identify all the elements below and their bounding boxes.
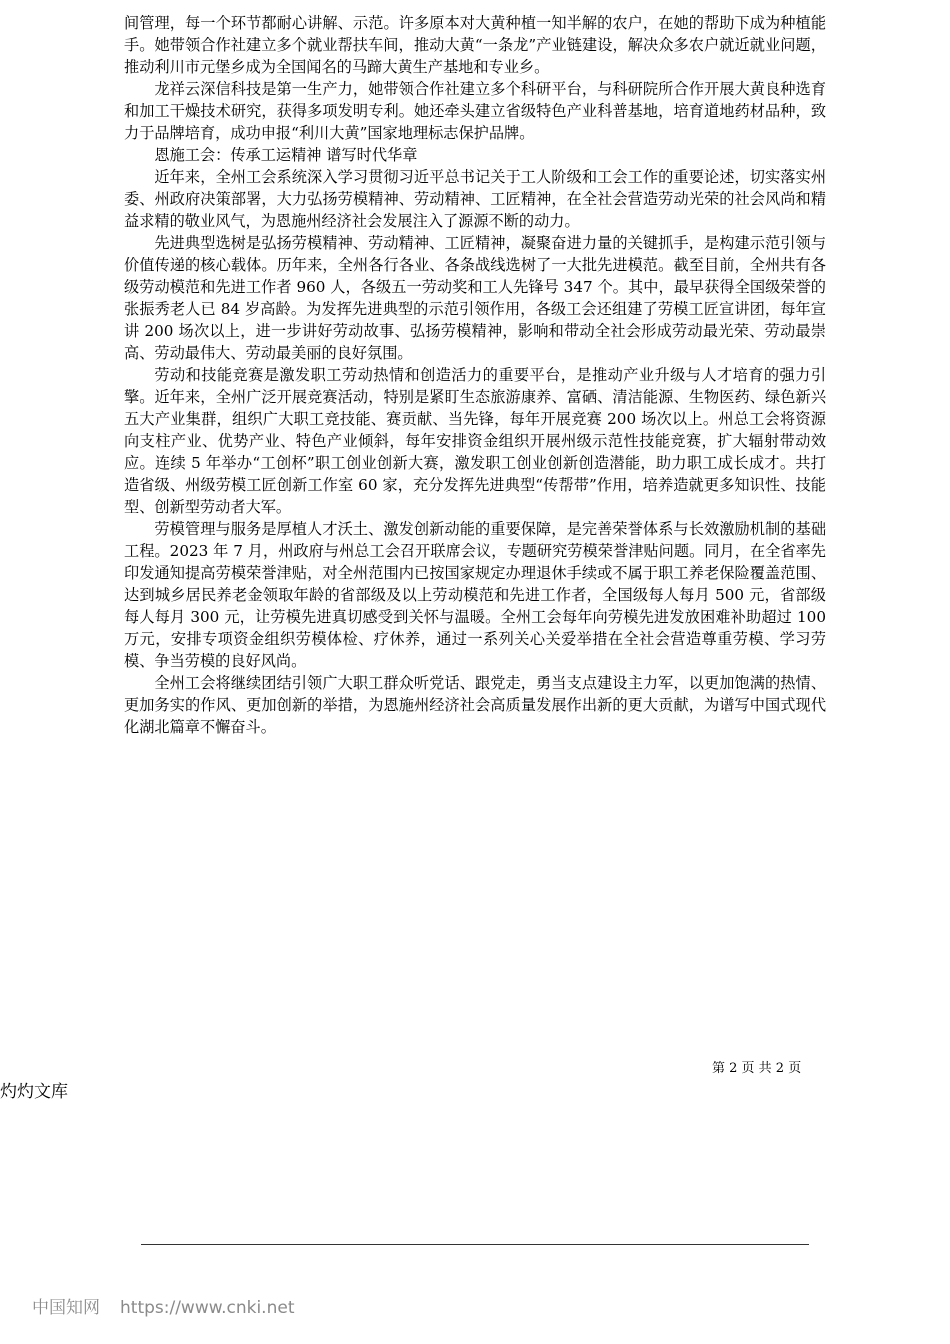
paragraph: 全州工会将继续团结引领广大职工群众听党话、跟党走，勇当支点建设主力军，以更加饱满的热情、更加务实的作风、更加创新的举措，为恩施州经济社会高质量发展作出新的更大贡献，为谱写中国式现代化湖北篇章不懈奋斗。 (124, 674, 826, 736)
section-heading: 恩施工会：传承工运精神 谱写时代华章 (154, 146, 418, 164)
cnki-url-link[interactable]: https://www.cnki.net (120, 1298, 295, 1318)
paragraph: 劳模管理与服务是厚植人才沃土、激发创新动能的重要保障，是完善荣誉体系与长效激励机制的基础工程。2023 年 7 月，州政府与州总工会召开联席会议，专题研究劳模荣誉津贴问题。同月，在全省率先印发通知提高劳模荣誉津贴，对全州范围内已按国家规定办理退休手续或不属于职工养老保险覆盖范围、达到城乡居民养老金领取年龄的省部级及以上劳动模范和先进工作者，全国级每人每月 500 元，省部级每人每月 300 元，让劳模先进真切感受到关怀与温暖。全州工会每年向劳模先进发放困难补助超过 100 万元，安排专项资金组织劳模体检、疗休养，通过一系列关心关爱举措在全社会营造尊重劳模、学习劳模、争当劳模的良好风尚。 (124, 520, 826, 670)
paragraph: 近年来，全州工会系统深入学习贯彻习近平总书记关于工人阶级和工会工作的重要论述，切实落实州委、州政府决策部署，大力弘扬劳模精神、劳动精神、工匠精神，在全社会营造劳动光荣的社会风尚和精益求精的敬业风气，为恩施州经济社会发展注入了源源不断的动力。 (124, 168, 826, 230)
page-number: 第 2 页 共 2 页 (712, 1061, 802, 1076)
cnki-brand-name: 中国知网 (32, 1298, 100, 1318)
footer-divider (141, 1244, 809, 1245)
library-watermark: 灼灼文库 (0, 1082, 68, 1102)
paragraph: 先进典型选树是弘扬劳模精神、劳动精神、工匠精神，凝聚奋进力量的关键抓手，是构建示范引领与价值传递的核心载体。历年来，全州各行各业、各条战线选树了一大批先进模范。截至目前，全州共有各级劳动模范和先进工作者 960 人，各级五一劳动奖和工人先锋号 347 个。其中，最早获得全国级荣誉的张振秀老人已 84 岁高龄。为发挥先进典型的示范引领作用，各级工会还组建了劳模工匠宣讲团，每年宣讲 200 场次以上，进一步讲好劳动故事、弘扬劳模精神，影响和带动全社会形成劳动最光荣、劳动最崇高、劳动最伟大、劳动最美丽的良好氛围。 (124, 234, 826, 362)
paragraph: 劳动和技能竞赛是激发职工劳动热情和创造活力的重要平台，是推动产业升级与人才培育的强力引擎。近年来，全州广泛开展竞赛活动，特别是紧盯生态旅游康养、富硒、清洁能源、生物医药、绿色新兴五大产业集群，组织广大职工竞技能、赛贡献、当先锋，每年开展竞赛 200 场次以上。州总工会将资源向支柱产业、优势产业、特色产业倾斜，每年安排资金组织开展州级示范性技能竞赛，扩大辐射带动效应。连续 5 年举办“工创杯”职工创业创新大赛，激发职工创业创新创造潜能，助力职工成长成才。共打造省级、州级劳模工匠创新工作室 60 家，充分发挥先进典型“传帮带”作用，培养造就更多知识性、技能型、创新型劳动者大军。 (124, 366, 826, 516)
paragraph: 间管理，每一个环节都耐心讲解、示范。许多原本对大黄种植一知半解的农户，在她的帮助下成为种植能手。她带领合作社建立多个就业帮扶车间，推动大黄“一条龙”产业链建设，解决众多农户就近就业问题，推动利川市元堡乡成为全国闻名的马蹄大黄生产基地和专业乡。 (124, 14, 826, 76)
paragraph: 龙祥云深信科技是第一生产力，她带领合作社建立多个科研平台，与科研院所合作开展大黄良种选育和加工干燥技术研究，获得多项发明专利。她还牵头建立省级特色产业科普基地，培育道地药材品种，致力于品牌培育，成功申报“利川大黄”国家地理标志保护品牌。 (124, 80, 826, 142)
document-body (124, 12, 826, 738)
cnki-footer (32, 1293, 294, 1318)
